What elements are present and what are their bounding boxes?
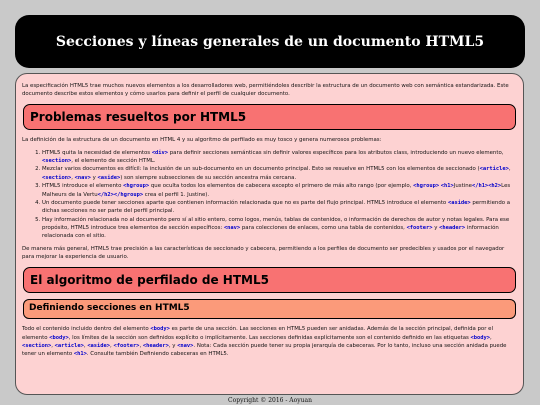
text-run: Mezclar varios documentos es difícil: la inclusión de un sub-documento en un documento principal. Esto se resuelve en HTML5 con los elementos de seccionado ( xyxy=(42,166,480,173)
text-run: Les Malheurs de la Vertu xyxy=(42,183,511,198)
text-run: HTML5 introduce el elemento xyxy=(42,183,124,190)
page-title: Secciones y líneas generales de un documento HTML5 xyxy=(55,33,485,50)
text-run: es parte de una sección. Las secciones en HTML5 pueden ser anidadas. Además de la sección principal, definida por el elemento xyxy=(22,326,493,341)
code-tag: </h1> xyxy=(471,183,489,190)
text-run: Justine xyxy=(453,183,472,190)
code-tag: <article> xyxy=(479,166,509,173)
text-run: . Nota: Cada sección puede tener su propia jerarquía de cabeceras. Por lo tanto, incluso una sección anidada puede tener un elemento xyxy=(22,342,507,358)
code-tag: <article> xyxy=(54,342,84,349)
text-run: , los límites de la sección son definidos explícito o implícitamente. Las secciones definidas explícitamente son el contenido definido en las etiquetas xyxy=(68,334,471,341)
text-run: y xyxy=(90,174,98,181)
code-tag: <nav> xyxy=(177,342,194,349)
code-tag: <section> xyxy=(22,342,52,349)
code-tag: <section> xyxy=(42,174,72,181)
list-item xyxy=(42,149,517,166)
code-tag: <hgroup> xyxy=(123,183,150,190)
text-run: , xyxy=(71,174,75,181)
main-content[interactable] xyxy=(15,73,524,395)
code-tag: <footer> xyxy=(406,225,433,232)
code-tag: <h1> xyxy=(440,183,454,190)
text-run: , xyxy=(139,342,143,349)
text-run: para colecciones de enlaces, como una tabla de contenidos, xyxy=(240,225,407,232)
code-tag: <hgroup> xyxy=(413,183,440,190)
text-run: crea el perfil 1. Justine). xyxy=(143,191,210,198)
text-run: , xyxy=(51,342,55,349)
section-heading-algorithm: El algoritmo de perfilado de HTML5 xyxy=(23,267,516,294)
copyright-footer: Copyright © 2016 - Aoyuan xyxy=(228,397,312,404)
code-tag: <aside> xyxy=(87,342,111,349)
code-tag: <aside> xyxy=(97,174,121,181)
text-run: para definir secciones semánticas sin definir valores específicos para los atributos class, introduciendo un nuevo elemento, xyxy=(168,149,504,156)
list-item xyxy=(42,199,517,216)
text-run: , xyxy=(508,166,511,173)
code-tag: <footer> xyxy=(113,342,140,349)
section-heading-problems: Problemas resueltos por HTML5 xyxy=(23,104,516,131)
list-item xyxy=(42,182,517,199)
code-tag: </h2> xyxy=(97,191,114,198)
code-tag: <div> xyxy=(151,149,169,156)
text-run: que oculta todos los elementos de cabecera excepto el primero de más alto rango (por ejemplo, xyxy=(149,183,414,190)
problems-lead-paragraph: La definición de la estructura de un documento en HTML 4 y su algoritmo de perfilado es muy tosco y genera numerosos problemas: xyxy=(22,137,382,144)
code-tag: </hgroup> xyxy=(113,191,144,198)
text-run: Un documento puede tener secciones aparte que contienen información relacionada que no es parte del flujo principal. HTML5 introduce el elemento xyxy=(42,199,448,206)
text-run: y xyxy=(432,225,440,232)
code-tag: <body> xyxy=(150,326,170,333)
problems-closing-paragraph: De manera más general, HTML5 trae precisión a las características de seccionado y cabecera, permitiendo a los perfiles de documento ser predecibles y usados por el navegador para mejorar la experiencia de usuario. xyxy=(22,245,505,261)
text-run: , xyxy=(490,334,492,341)
text-run: ) son siempre subsecciones de su sección ancestra más cercana. xyxy=(120,174,297,181)
intro-paragraph: La especificación HTML5 trae muchos nuevos elementos a los desarrolladores web, permitiéndoles describir la estructura de un documento web con semántica estandarizada. Este documento describe estos elementos y cómo usarlos para definir el perfil de cualquier documento. xyxy=(22,83,509,98)
code-tag: <body> xyxy=(470,334,490,341)
subsection-heading-defining-sections: Definiendo secciones en HTML5 xyxy=(23,299,516,319)
code-tag: <section> xyxy=(42,158,72,165)
text-run: permitiendo a dichas secciones no ser parte del perfil principal. xyxy=(42,199,511,215)
code-tag: <aside> xyxy=(447,199,471,206)
page-header xyxy=(15,15,525,68)
list-item xyxy=(42,216,517,241)
code-tag: <h2> xyxy=(488,183,502,190)
text-run: HTML5 quita la necesidad de elementos xyxy=(42,149,152,156)
problems-list xyxy=(22,149,517,241)
code-tag: <h1> xyxy=(73,351,87,358)
text-run: , y xyxy=(168,342,178,349)
defining-sections-paragraph xyxy=(22,325,517,359)
code-tag: <nav> xyxy=(74,174,91,181)
code-tag: <nav> xyxy=(223,225,241,232)
text-run: , xyxy=(83,342,88,349)
text-run: , el elemento de sección HTML. xyxy=(71,158,156,165)
code-tag: <body> xyxy=(49,334,69,341)
code-tag: <header> xyxy=(142,342,169,349)
text-run: , xyxy=(110,342,114,349)
text-run: . Consulte también Definiendo cabeceras en HTML5. xyxy=(86,351,229,358)
text-run: Todo el contenido incluido dentro del elemento xyxy=(22,326,151,333)
text-run: Hay información relacionada no al documento pero sí al sitio entero, como logos, menús, tablas de contenidos, o información de derechos de autor y notas legales. Para ese propósito, HTML5 introduce tres elementos de sección específicos: xyxy=(42,216,510,232)
code-tag: <header> xyxy=(439,225,466,232)
text-run: información relacionada con el sitio. xyxy=(42,225,499,240)
list-item xyxy=(42,165,517,182)
